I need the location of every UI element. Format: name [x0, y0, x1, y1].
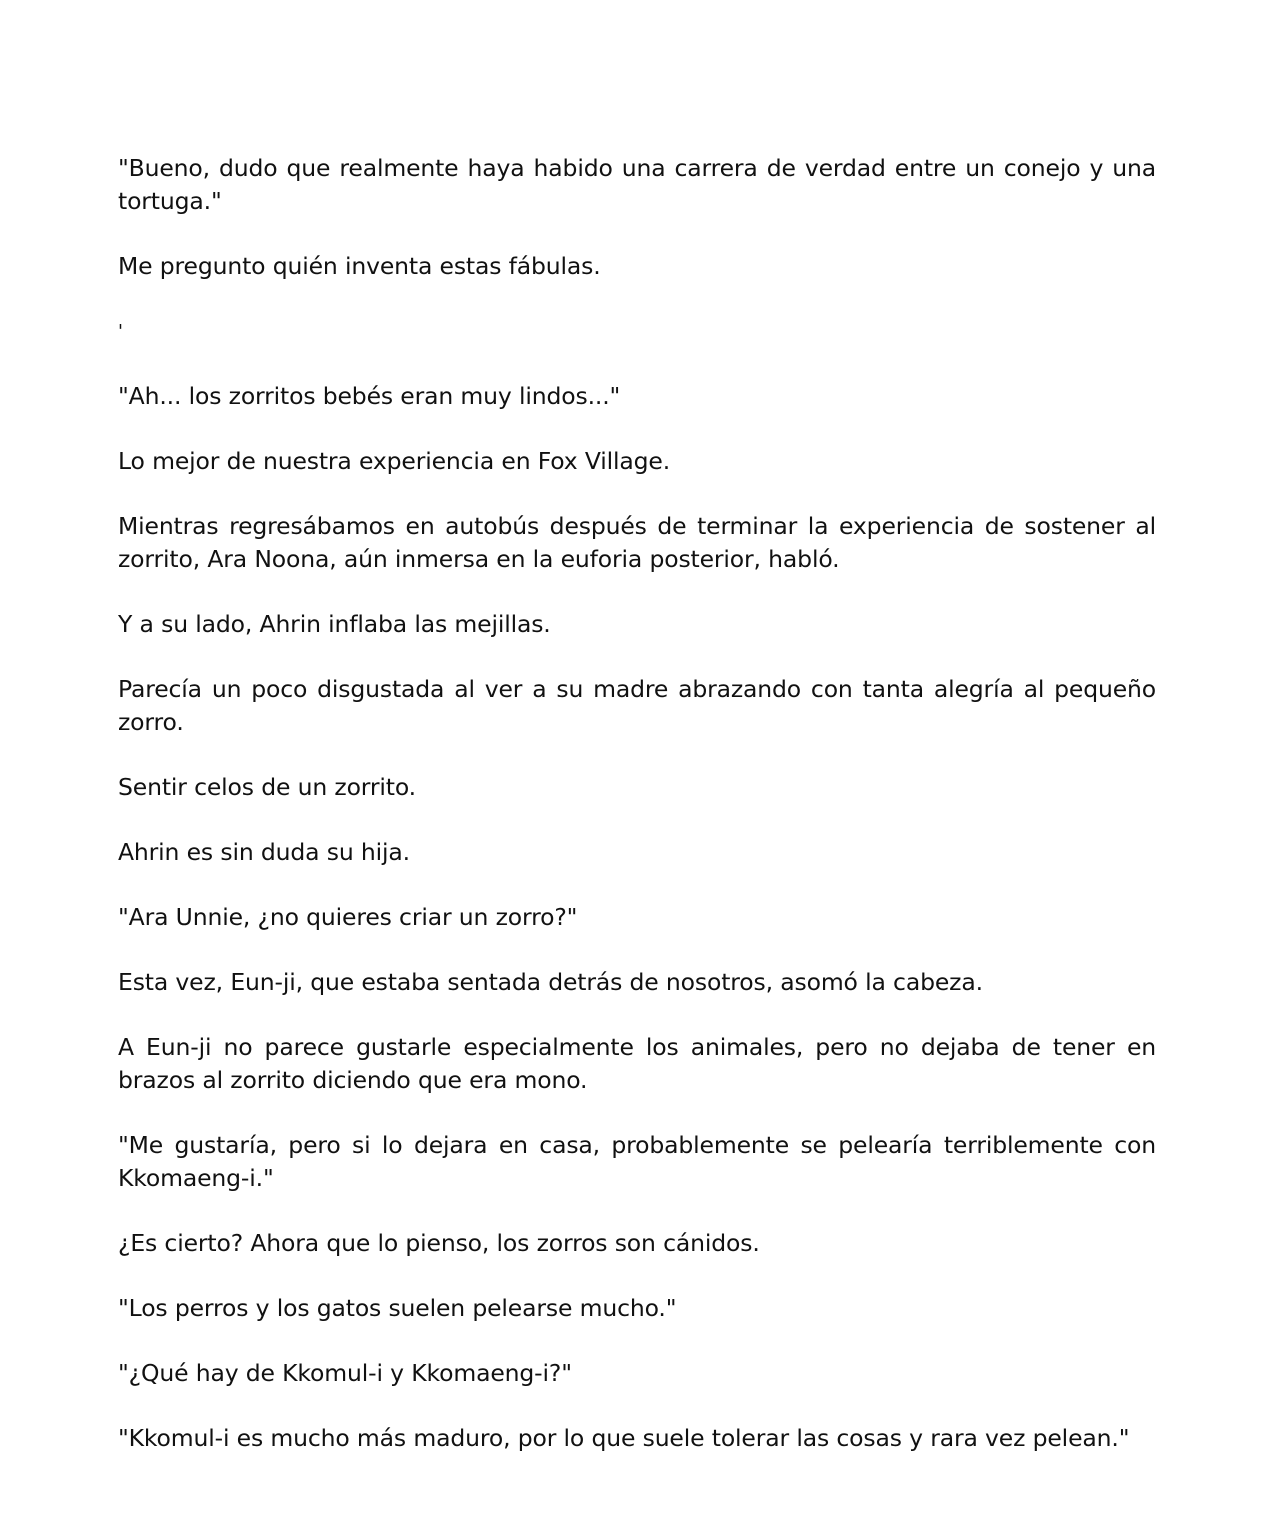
paragraph: "¿Qué hay de Kkomul-i y Kkomaeng-i?": [118, 1359, 572, 1387]
paragraph: A Eun-ji no parece gustarle especialmente los animales, pero no dejaba de tener en brazos al zorrito diciendo que era mono.: [118, 1033, 1156, 1094]
paragraph: ¿Es cierto? Ahora que lo pienso, los zorros son cánidos.: [118, 1229, 760, 1257]
paragraph: "Ara Unnie, ¿no quieres criar un zorro?": [118, 903, 578, 931]
stray-mark: ': [118, 321, 123, 342]
paragraph: Sentir celos de un zorrito.: [118, 773, 416, 801]
paragraph: "Los perros y los gatos suelen pelearse mucho.": [118, 1294, 677, 1322]
paragraph: "Bueno, dudo que realmente haya habido una carrera de verdad entre un conejo y una tortuga.": [118, 154, 1156, 215]
paragraph: Me pregunto quién inventa estas fábulas.: [118, 252, 601, 280]
paragraph: Esta vez, Eun-ji, que estaba sentada detrás de nosotros, asomó la cabeza.: [118, 968, 983, 996]
paragraph: Ahrin es sin duda su hija.: [118, 838, 410, 866]
paragraph: "Kkomul-i es mucho más maduro, por lo que suele tolerar las cosas y rara vez pelean.": [118, 1424, 1130, 1452]
paragraph: "Ah... los zorritos bebés eran muy lindos...": [118, 382, 621, 410]
paragraph: Lo mejor de nuestra experiencia en Fox Village.: [118, 447, 671, 475]
paragraph: Parecía un poco disgustada al ver a su madre abrazando con tanta alegría al pequeño zorro.: [118, 675, 1156, 736]
document-page: [118, 152, 1156, 1487]
paragraph: "Me gustaría, pero si lo dejara en casa, probablemente se pelearía terriblemente con Kkomaeng-i.": [118, 1131, 1156, 1192]
paragraph: Mientras regresábamos en autobús después de terminar la experiencia de sostener al zorrito, Ara Noona, aún inmersa en la euforia posterior, habló.: [118, 512, 1156, 573]
paragraph: Y a su lado, Ahrin inflaba las mejillas.: [118, 610, 551, 638]
